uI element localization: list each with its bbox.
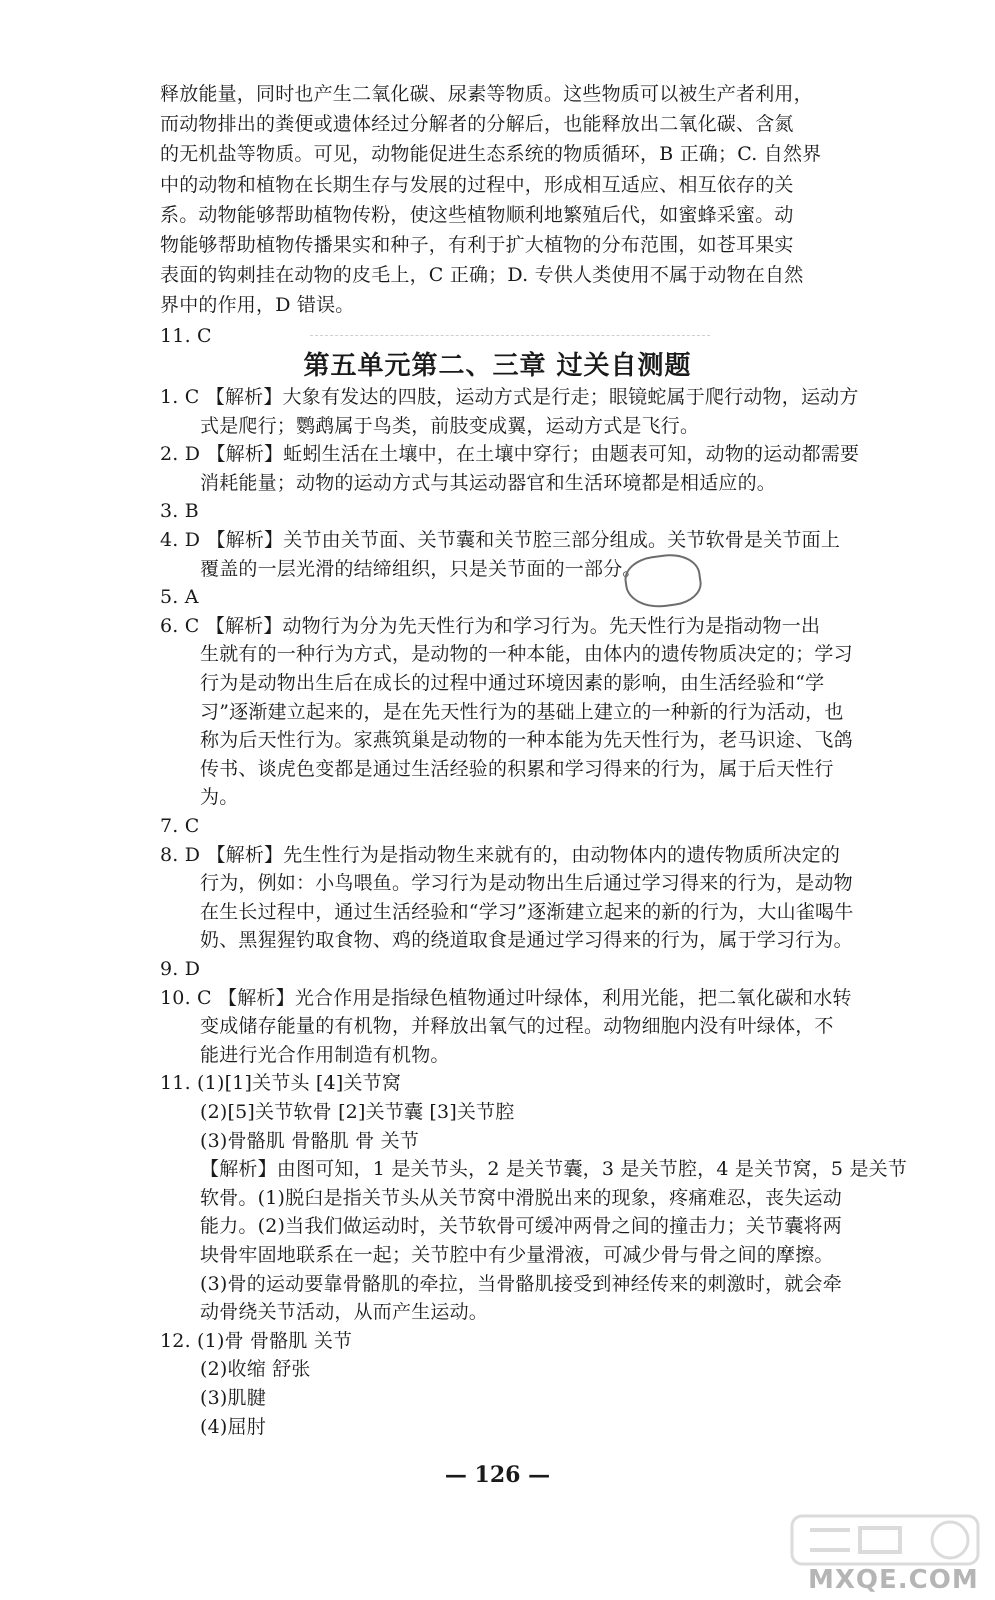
text-line: 习”逐渐建立起来的，是在先天性行为的基础上建立的一种新的行为活动，也 bbox=[200, 700, 844, 723]
text-line: 2. D 【解析】蚯蚓生活在土壤中，在土壤中穿行；由题表可知，动物的运动都需要 bbox=[160, 443, 860, 466]
text-line: 6. C 【解析】动物行为分为先天性行为和学习行为。先天性行为是指动物一出 bbox=[160, 614, 821, 637]
text-line: (3)骨骼肌 骨骼肌 骨 关节 bbox=[200, 1129, 420, 1152]
text-line: 4. D 【解析】关节由关节面、关节囊和关节腔三部分组成。关节软骨是关节面上 bbox=[160, 529, 841, 551]
text-line: 称为后天性行为。家燕筑巢是动物的一种本能为先天性行为，老马识途、飞鸽 bbox=[200, 729, 853, 752]
text-line: 界中的作用，D 错误。 bbox=[160, 294, 355, 317]
text-line: (2)[5]关节软骨 [2]关节囊 [3]关节腔 bbox=[200, 1101, 515, 1123]
text-line: 块骨牢固地联系在一起；关节腔中有少量滑液，可减少骨与骨之间的摩擦。 bbox=[200, 1244, 834, 1266]
text-line: 7. C bbox=[160, 815, 200, 837]
text-line: 5. A bbox=[160, 586, 199, 609]
text-line: 9. D bbox=[160, 958, 201, 980]
text-line: 8. D 【解析】先生性行为是指动物生来就有的，由动物体内的遗传物质所决定的 bbox=[160, 843, 841, 866]
text-line: 的无机盐等物质。可见，动物能促进生态系统的物质循环，B 正确；C. 自然界 bbox=[160, 143, 822, 166]
text-line: 能进行光合作用制造有机物。 bbox=[200, 1043, 450, 1066]
text-line: 10. C 【解析】光合作用是指绿色植物通过叶绿体，利用光能，把二氧化碳和水转 bbox=[160, 986, 852, 1009]
text-line: 3. B bbox=[160, 500, 199, 523]
text-line: 系。动物能够帮助植物传粉，使这些植物顺利地繁殖后代，如蜜蜂采蜜。动 bbox=[160, 203, 794, 226]
section-title: 第五单元第二、三章 过关自测题 bbox=[303, 351, 692, 381]
text-line: 消耗能量；动物的运动方式与其运动器官和生活环境都是相适应的。 bbox=[200, 471, 777, 494]
text-line: 软骨。(1)脱臼是指关节头从关节窝中滑脱出来的现象，疼痛难忍，丧失运动 bbox=[200, 1186, 842, 1209]
text-line: 生就有的一种行为方式，是动物的一种本能，由体内的遗传物质决定的；学习 bbox=[200, 643, 853, 666]
text-line: 动骨绕关节活动，从而产生运动。 bbox=[200, 1301, 489, 1324]
text-line: 12. (1)骨 骨骼肌 关节 bbox=[160, 1329, 353, 1352]
text-line: 释放能量，同时也产生二氧化碳、尿素等物质。这些物质可以被生产者利用， bbox=[160, 83, 813, 105]
text-line: 1. C 【解析】大象有发达的四肢，运动方式是行走；眼镜蛇属于爬行动物，运动方 bbox=[160, 386, 859, 408]
page-number: — 126 — bbox=[444, 1462, 551, 1488]
text-line: (4)屈肘 bbox=[200, 1415, 266, 1438]
text-line: (3)骨的运动要靠骨骼肌的牵拉，当骨骼肌接受到神经传来的刺激时，就会牵 bbox=[200, 1272, 842, 1295]
text-line: 物能够帮助植物传播果实和种子，有利于扩大植物的分布范围，如苍耳果实 bbox=[160, 234, 794, 256]
text-line: 中的动物和植物在长期生存与发展的过程中，形成相互适应、相互依存的关 bbox=[160, 173, 794, 196]
text-line: 式是爬行；鹦鹉属于鸟类，前肢变成翼，运动方式是飞行。 bbox=[200, 414, 700, 437]
text-line: (3)肌腱 bbox=[200, 1387, 266, 1409]
text-line: 传书、谈虎色变都是通过生活经验的积累和学习得来的行为，属于后天性行 bbox=[200, 757, 834, 780]
watermark-url: MXQE.COM bbox=[808, 1565, 979, 1595]
text-line: 在生长过程中，通过生活经验和“学习”逐渐建立起来的新的行为，大山雀喝牛 bbox=[200, 900, 854, 923]
text-line: (2)收缩 舒张 bbox=[200, 1358, 311, 1381]
text-line: 表面的钩刺挂在动物的皮毛上，C 正确；D. 专供人类使用不属于动物在自然 bbox=[160, 264, 804, 287]
text-line: 11. (1)[1]关节头 [4]关节窝 bbox=[160, 1072, 402, 1095]
text-line: 行为，例如：小鸟喂鱼。学习行为是动物出生后通过学习得来的行为，是动物 bbox=[200, 872, 853, 895]
text-line: 能力。(2)当我们做运动时，关节软骨可缓冲两骨之间的撞击力；关节囊将两 bbox=[200, 1215, 842, 1238]
text-line: 为。 bbox=[200, 786, 239, 809]
text-line: 行为是动物出生后在成长的过程中通过环境因素的影响，由生活经验和“学 bbox=[200, 672, 825, 694]
text-line: 覆盖的一层光滑的结缔组织，只是关节面的一部分。 bbox=[200, 557, 642, 580]
text-line: 11. C bbox=[160, 324, 212, 347]
watermark-logo bbox=[790, 1510, 980, 1570]
text-line: 奶、黑猩猩钓取食物、鸡的绕道取食是通过学习得来的行为，属于学习行为。 bbox=[200, 929, 853, 952]
text-line: 【解析】由图可知，1 是关节头，2 是关节囊，3 是关节腔，4 是关节窝，5 是关节 bbox=[200, 1158, 908, 1181]
text-line: 变成储存能量的有机物，并释放出氧气的过程。动物细胞内没有叶绿体，不 bbox=[200, 1015, 834, 1038]
text-line: 而动物排出的粪便或遗体经过分解者的分解后，也能释放出二氧化碳、含氮 bbox=[160, 113, 794, 136]
